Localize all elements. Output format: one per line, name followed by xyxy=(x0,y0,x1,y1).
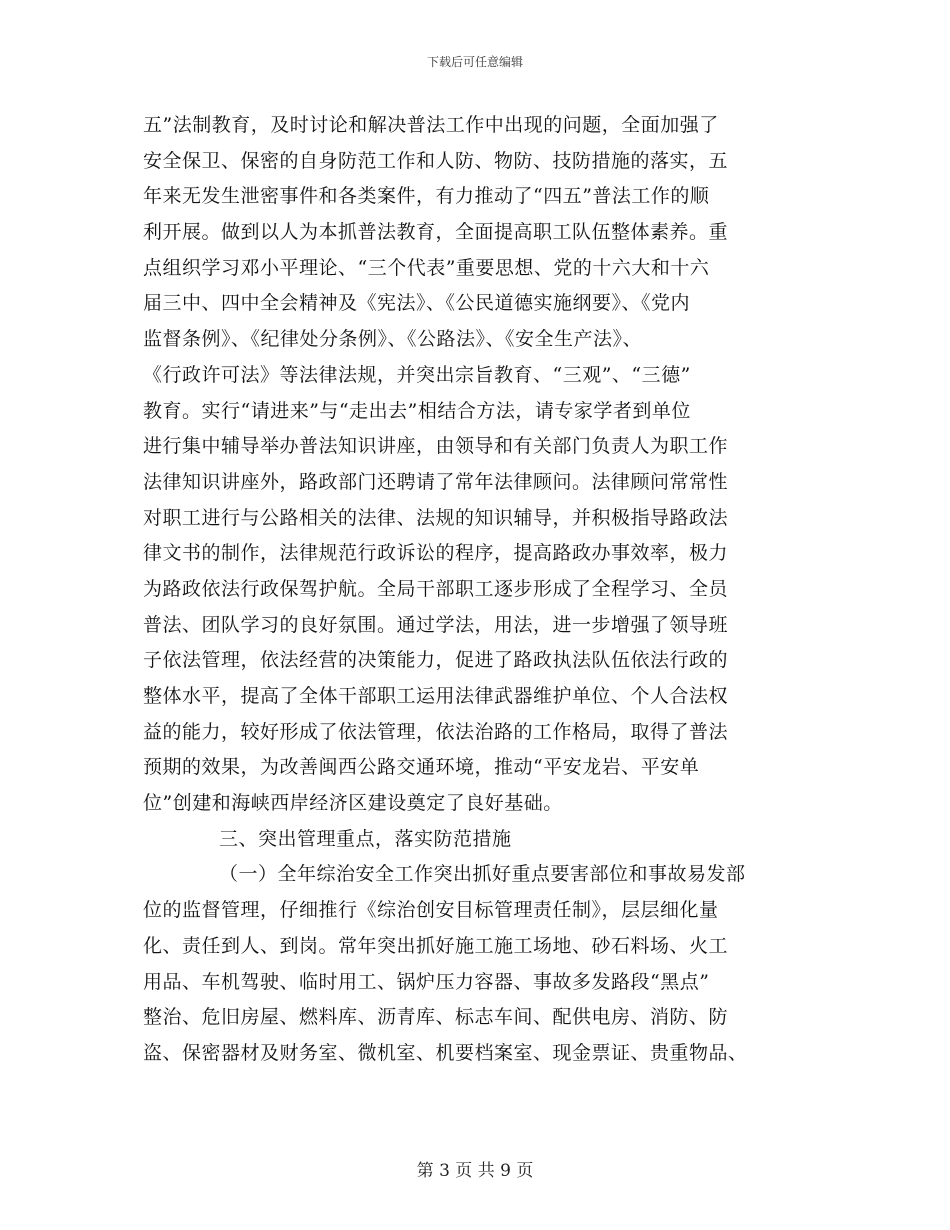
text-line: 安全保卫、保密的自身防范工作和人防、物防、技防措施的落实，五 xyxy=(143,149,729,172)
text-line: 点组织学习邓小平理论、“三个代表”重要思想、党的十六大和十六 xyxy=(143,256,710,279)
text-line: 利开展。做到以人为本抓普法教育，全面提高职工队伍整体素养。重 xyxy=(143,221,729,244)
text-line: 益的能力，较好形成了依法管理，依法治路的工作格局，取得了普法 xyxy=(143,720,729,743)
text-line: 年来无发生泄密事件和各类案件，有力推动了“四五”普法工作的顺 xyxy=(143,185,710,208)
text-line: 子依法管理，依法经营的决策能力，促进了路政执法队伍依法行政的 xyxy=(143,649,729,672)
text-line: 监督条例》、《纪律处分条例》、《公路法》、《安全生产法》、 xyxy=(143,328,643,351)
text-line: 整治、危旧房屋、燃料库、沥青库、标志车间、配供电房、消防、防 xyxy=(143,1006,729,1029)
text-line: 五”法制教育，及时讨论和解决普法工作中出现的问题，全面加强了 xyxy=(143,114,719,136)
text-line: 教育。实行“请进来”与“走出去”相结合方法，请专家学者到单位 xyxy=(143,399,691,422)
text-line: 普法、团队学习的良好氛围。通过学法，用法，进一步增强了领导班 xyxy=(143,613,729,636)
text-line: 化、责任到人、到岗。常年突出抓好施工施工场地、砂石料场、火工 xyxy=(143,934,729,957)
text-line: 进行集中辅导举办普法知识讲座，由领导和有关部门负责人为职工作 xyxy=(143,435,729,458)
text-line: 法律知识讲座外，路政部门还聘请了常年法律顾问。法律顾问常常性 xyxy=(143,470,729,493)
text-line: （一）全年综治安全工作突出抓好重点要害部位和事故易发部 xyxy=(219,863,746,886)
text-line: 整体水平，提高了全体干部职工运用法律武器维护单位、个人合法权 xyxy=(143,685,729,707)
text-line: 位的监督管理，仔细推行《综治创安目标管理责任制》，层层细化量 xyxy=(143,899,719,922)
text-line: 位”创建和海峡西岸经济区建设奠定了良好基础。 xyxy=(143,792,563,815)
text-line: 盗、保密器材及财务室、微机室、机要档案室、现金票证、贵重物品、 xyxy=(143,1041,748,1064)
page-footer: 第 3 页 共 9 页 xyxy=(416,1161,534,1181)
page-header: 下载后可任意编辑 xyxy=(426,55,523,69)
text-line: 律文书的制作，法律规范行政诉讼的程序，提高路政办事效率，极力 xyxy=(143,542,729,565)
text-line: 届三中、四中全会精神及《宪法》、《公民道德实施纲要》、《党内 xyxy=(143,292,691,315)
text-line: 用品、车机驾驶、临时用工、锅炉压力容器、事故多发路段“黑点” xyxy=(143,970,710,993)
document-body xyxy=(143,108,813,1072)
text-line: 预期的效果，为改善闽西公路交通环境，推动“平安龙岩、平安单 xyxy=(143,756,700,779)
text-line: 三、突出管理重点，落实防范措施 xyxy=(219,827,512,850)
text-line: 《行政许可法》等法律法规，并突出宗旨教育、“三观”、“三德” xyxy=(143,363,691,386)
text-line: 为路政依法行政保驾护航。全局干部职工逐步形成了全程学习、全员 xyxy=(143,577,729,600)
text-line: 对职工进行与公路相关的法律、法规的知识辅导，并积极指导路政法 xyxy=(143,506,729,529)
